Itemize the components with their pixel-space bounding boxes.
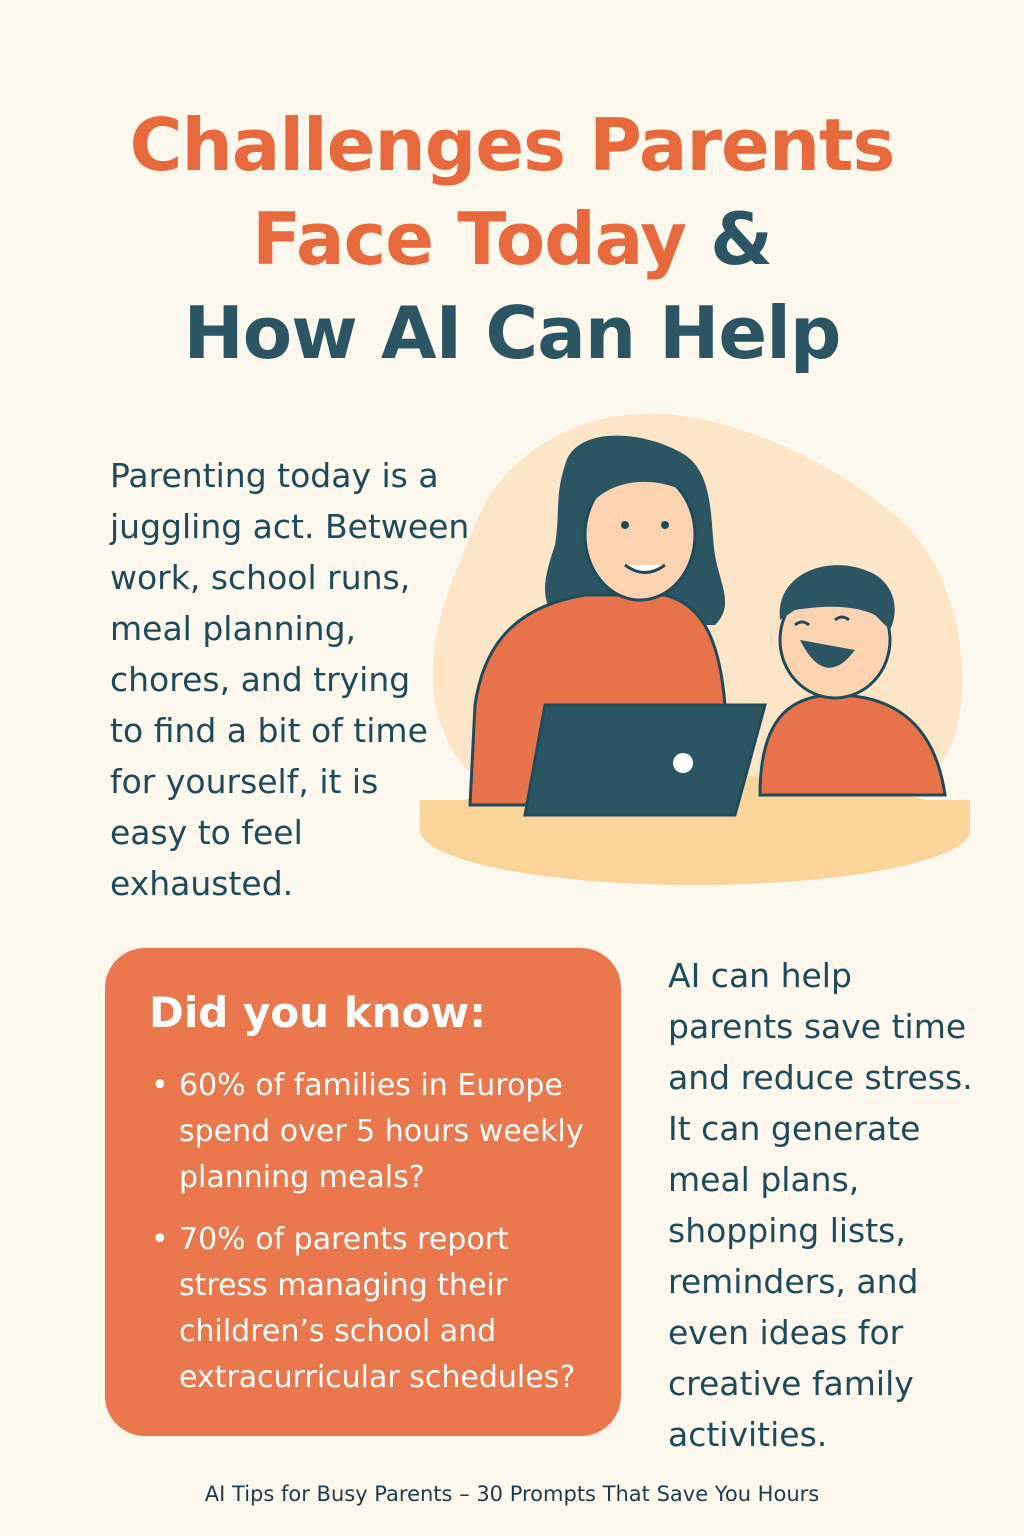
side-line: activities.: [668, 1415, 828, 1454]
side-line: AI can help: [668, 956, 852, 995]
side-line: shopping lists,: [668, 1211, 906, 1250]
title-ampersand: &: [710, 197, 772, 281]
title-line-3: How AI Can Help: [183, 291, 841, 375]
fact-item: [149, 1217, 584, 1401]
intro-line: chores, and trying: [110, 660, 411, 699]
intro-line: exhausted.: [110, 864, 294, 903]
bullet-icon: •: [151, 1068, 169, 1103]
side-line: parents save time: [668, 1007, 967, 1046]
intro-line: to find a bit of time: [110, 711, 428, 750]
parent-child-laptop-illustration: [415, 405, 975, 895]
did-you-know-heading: Did you know:: [149, 988, 486, 1037]
fact-line: 70% of parents report: [179, 1222, 509, 1257]
intro-line: juggling act. Between: [110, 507, 470, 546]
intro-line: Parenting today is a: [110, 456, 439, 495]
fact-list: [149, 1063, 584, 1417]
intro-line: meal planning,: [110, 609, 357, 648]
title-line-1: Challenges Parents: [129, 103, 895, 187]
intro-line: for yourself, it is: [110, 762, 379, 801]
side-line: and reduce stress.: [668, 1058, 973, 1097]
did-you-know-box: [105, 948, 621, 1436]
title-line-2: Face Today: [252, 197, 687, 281]
fact-line: extracurricular schedules?: [179, 1360, 576, 1395]
side-line: It can generate: [668, 1109, 921, 1148]
fact-item: [149, 1063, 584, 1201]
bullet-icon: •: [151, 1222, 169, 1257]
laptop-icon: [525, 705, 765, 815]
fact-line: stress managing their: [179, 1268, 508, 1303]
side-line: reminders, and: [668, 1262, 919, 1301]
side-line: even ideas for: [668, 1313, 904, 1352]
intro-line: easy to feel: [110, 813, 303, 852]
fact-line: spend over 5 hours weekly: [179, 1114, 584, 1149]
side-line: meal plans,: [668, 1160, 860, 1199]
side-line: creative family: [668, 1364, 914, 1403]
fact-line: planning meals?: [179, 1160, 425, 1195]
footer-caption: AI Tips for Busy Parents – 30 Prompts That Save You Hours: [204, 1482, 820, 1506]
page-title: [0, 98, 1024, 380]
ai-help-paragraph: [668, 950, 973, 1460]
fact-line: 60% of families in Europe: [179, 1068, 563, 1103]
intro-line: work, school runs,: [110, 558, 411, 597]
fact-line: children’s school and: [179, 1314, 497, 1349]
